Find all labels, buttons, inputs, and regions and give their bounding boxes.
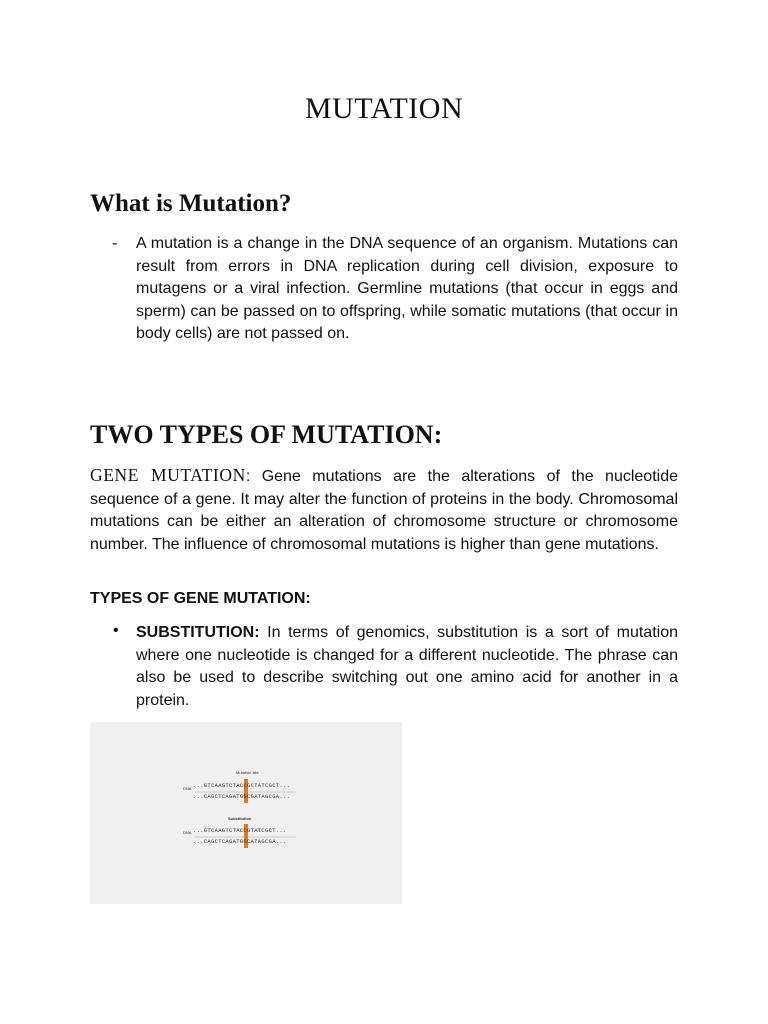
gene-mutation-text: : Gene mutations are the alterations of the nucleotide sequence of a gene. It may alter the function of proteins in the body. Chromosomal mutations can be either an alteration of chromosome structure or chromosome number. The influence of chromosomal mutations is higher than gene mutations. bbox=[90, 468, 679, 553]
substitution-term: SUBSTITUTION: bbox=[136, 624, 260, 641]
gene-mutation-term: GENE MUTATION bbox=[90, 465, 246, 485]
section-heading-types: TWO TYPES OF MUTATION: bbox=[90, 420, 443, 449]
substitution-figure bbox=[90, 722, 402, 904]
bullet-marker: • bbox=[113, 622, 119, 639]
mutation-definition-paragraph: A mutation is a change in the DNA sequence of an organism. Mutations can result from errors in DNA replication during cell division, exposure to mutagens or a viral infection. Germline mutations (that occur in eggs and sperm) can be passed on to offspring, while somatic mutations (that occur in body cells) are not passed on. bbox=[136, 235, 678, 342]
dna-label-top: DNA bbox=[183, 786, 192, 791]
section-heading-what-is-mutation: What is Mutation? bbox=[90, 190, 292, 217]
section-heading-types-of-gene-mutation: TYPES OF GENE MUTATION: bbox=[90, 590, 311, 607]
sequence-top-strand-1: ...GTCAAGTCTACCGCTATCGCT... bbox=[193, 782, 291, 789]
figure-top-caption: Mutation site bbox=[236, 770, 259, 775]
substitution-paragraph bbox=[136, 622, 678, 712]
substitution-text: In terms of genomics, substitution is a sort of mutation where one nucleotide is changed for a different nucleotide. The phrase can also be used to describe switching out one amino acid for another in a protein. bbox=[136, 624, 678, 709]
sequence-bottom-strand-1: ...GTCAAGTCTACCGTATCGCT... bbox=[193, 827, 287, 834]
figure-mid-caption: Substitution bbox=[228, 816, 252, 821]
document-title: MUTATION bbox=[304, 92, 464, 125]
sequence-bottom-strand-2: ...CAGCTCAGATGGCATAGCGA... bbox=[193, 838, 287, 845]
dash-marker: - bbox=[112, 235, 118, 252]
gene-mutation-paragraph bbox=[90, 464, 678, 556]
dna-label-bottom: DNA bbox=[183, 830, 192, 835]
sequence-top-strand-2: ...CAGCTCAGATGGCGATAGCGA... bbox=[193, 793, 291, 800]
substitution-diagram bbox=[90, 722, 402, 904]
